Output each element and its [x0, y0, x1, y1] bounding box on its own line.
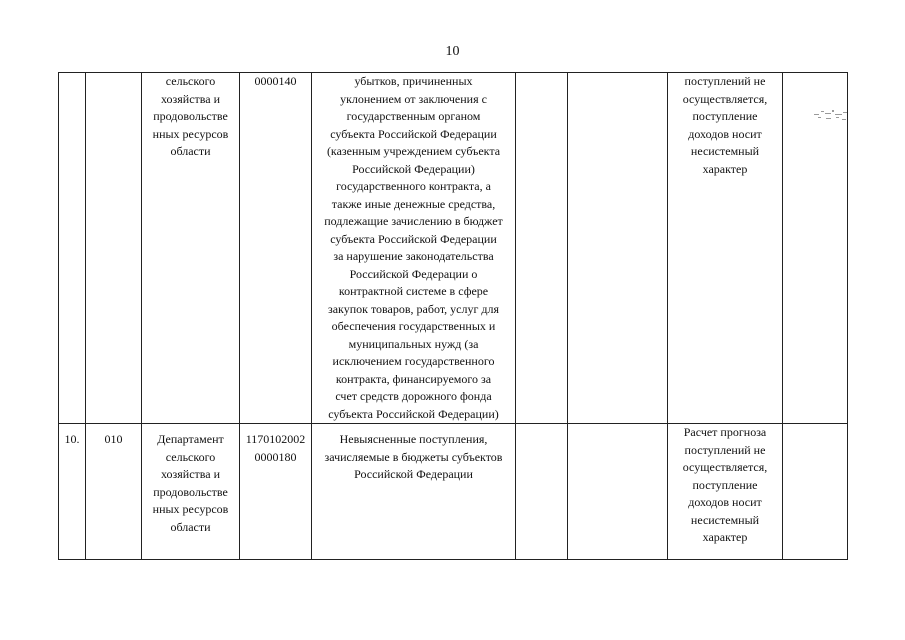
revenue-description-cell: Невыясненные поступления, зачисляемые в бюджеты субъектов Российской Федерации [312, 424, 516, 560]
kbk-code-cell: 0000140 [240, 73, 312, 424]
department-cell: Департамент сельского хозяйства и продовольстве нных ресурсов области [142, 424, 240, 560]
department-cell: сельского хозяйства и продовольстве нных ресурсов области [142, 73, 240, 424]
forecast-method-cell: поступлений не осуществляется, поступление доходов носит несистемный характер [668, 73, 783, 424]
empty-cell [568, 73, 668, 424]
admin-code-cell [86, 73, 142, 424]
revenue-forecast-table [58, 72, 848, 560]
admin-code-cell: 010 [86, 424, 142, 560]
empty-cell [783, 424, 848, 560]
row-number-cell: 10. [59, 424, 86, 560]
table-row [59, 424, 848, 560]
row-number-cell [59, 73, 86, 424]
empty-cell [783, 73, 848, 424]
table-row [59, 73, 848, 424]
page-number: 10 [445, 44, 460, 59]
empty-cell [516, 73, 568, 424]
faint-stamp-mark [812, 108, 850, 122]
empty-cell [516, 424, 568, 560]
kbk-code-cell: 1170102002 0000180 [240, 424, 312, 560]
revenue-description-cell: убытков, причиненных уклонением от заключения с государственным органом субъекта Российской Федерации (казенным учреждением субъекта Российской Федерации) государственного контракта, а также иные денежные средства, подлежащие зачислению в бюджет субъекта Российской Федерации за нарушение законодательства Российской Федерации о контрактной системе в сфере закупок товаров, работ, услуг для обеспечения государственных и муниципальных нужд (за исключением государственного контракта, финансируемого за счет средств дорожного фонда субъекта Российской Федерации) [312, 73, 516, 424]
empty-cell [568, 424, 668, 560]
forecast-method-cell: Расчет прогноза поступлений не осуществляется, поступление доходов носит несистемный характер [668, 424, 783, 560]
